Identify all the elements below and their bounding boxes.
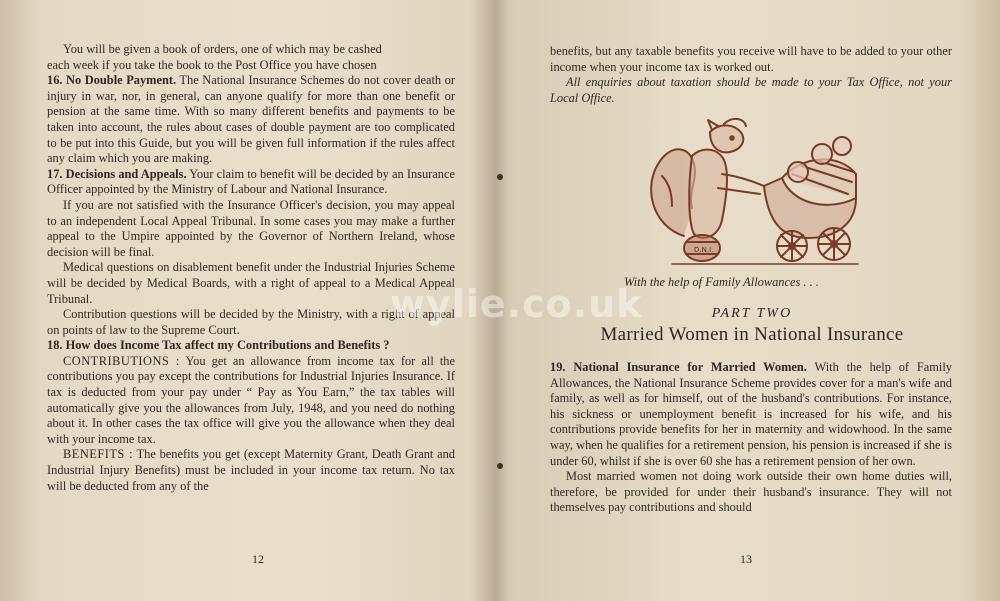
staple-top	[497, 174, 503, 180]
section-19	[550, 360, 952, 469]
contributions-label: CONTRIBUTIONS :	[63, 353, 180, 368]
section-18-contributions	[47, 354, 455, 448]
section-18-heading: 18. How does Income Tax affect my Contributions and Benefits ?	[47, 338, 390, 353]
left-page	[0, 0, 496, 601]
illustration-caption: With the help of Family Allowances . . .	[624, 275, 819, 289]
benefits-body: The benefits you get (except Maternity Grant, Death Grant and Industrial Injury Benefits) must be included in your income tax return. No tax will be deducted from any of the	[47, 447, 456, 493]
staple-bottom	[497, 463, 503, 469]
part-heading: PART TWO	[711, 306, 793, 321]
s15-line-1-text: You will be given a book of orders, one of which may be cashed	[63, 42, 382, 56]
section-17	[47, 167, 455, 198]
section-16	[47, 73, 455, 167]
s15-line-2	[47, 58, 455, 74]
taxable-benefits-text: benefits, but any taxable benefits you receive will have to be added to your other income when your income tax is worked out.	[550, 44, 952, 74]
page-number-right: 13	[740, 552, 752, 566]
section-18-heading-line	[47, 338, 455, 354]
squirrel-pram-illustration	[632, 116, 862, 268]
section-17-para-3: Medical questions on disablement benefit under the Industrial Injuries Scheme will be decided by Medical Boards, with a right of appeal to a Medical Appeal Tribunal.	[47, 260, 455, 306]
section-18-benefits	[47, 447, 455, 494]
section-17-body: Your claim to benefit will be decided by an Insurance Officer appointed by the Ministry of Labour and National Insurance.	[47, 166, 455, 197]
section-17-para-2: If you are not satisfied with the Insurance Officer's decision, you may appeal to an independent Local Appeal Tribunal. In some cases you may make a further appeal to the Umpire appointed by the Governor of Northern Ireland, whose decision will be final.	[47, 197, 455, 259]
right-page	[504, 0, 1000, 601]
s15-line-2-text: each week if you take the book to the Post Office you have chosen	[47, 57, 377, 72]
section-19-body: With the help of Family Allowances, the National Insurance Scheme provides cover for a man's wife and family, as well as for himself, out of the husband's contributions. For instance, his sickness or unemployment benefit is increased for his wife, and his contributions provide benefits for her in maternity and widowhood. In the same way, when he qualifies for a retirement pension, his pension is increased if she is under 60, whilst if she is over 60 she has a retirement pension of her own.	[550, 360, 952, 468]
tax-office-note: All enquiries about taxation should be made to your Tax Office, not your Local Office.	[550, 75, 952, 105]
section-19-heading: 19. National Insurance for Married Women.	[550, 360, 807, 374]
part-title: Married Women in National Insurance	[600, 324, 904, 345]
watermark: wylie.co.uk	[390, 282, 643, 326]
right-text-column-bottom	[550, 360, 952, 516]
section-17-para-4: Contribution questions will be decided by the Ministry, with a right of appeal on points of law to the Supreme Court.	[47, 307, 455, 337]
barrel-label: D.N.I.	[694, 246, 714, 254]
section-17-heading: 17. Decisions and Appeals.	[47, 166, 187, 181]
left-text-column	[47, 42, 455, 494]
section-16-body: The National Insurance Schemes do not cover death or injury in war, nor, in general, can anyone qualify for more than one benefit or pension at the same time. With so many different benefits and payments to be taken into account, the rules about cases of double payment are too complicated to be put into this Guide, but you will be given full information if the rules affect any claim which you are making.	[47, 73, 455, 166]
section-16-heading: 16. No Double Payment.	[47, 73, 177, 88]
right-text-column-top	[550, 44, 952, 106]
contributions-body: You get an allowance from income tax for all the contributions you pay except the contributions for Industrial Injuries Insurance. If tax is deducted from your pay under “ Pay as You Earn,” the tax tables will automatically give you the allowances from July, 1948, and you need do nothing about it. In other cases the tax office will give you the allowance when they deal with your income tax.	[47, 353, 455, 446]
s15-line-1	[47, 42, 455, 58]
section-19-para-2: Most married women not doing work outside their own home duties will, therefore, be provided for under their husband's insurance. They will not themselves pay contributions and should	[550, 469, 952, 515]
benefits-label: BENEFITS :	[63, 447, 134, 462]
page-number-left: 12	[252, 552, 264, 566]
